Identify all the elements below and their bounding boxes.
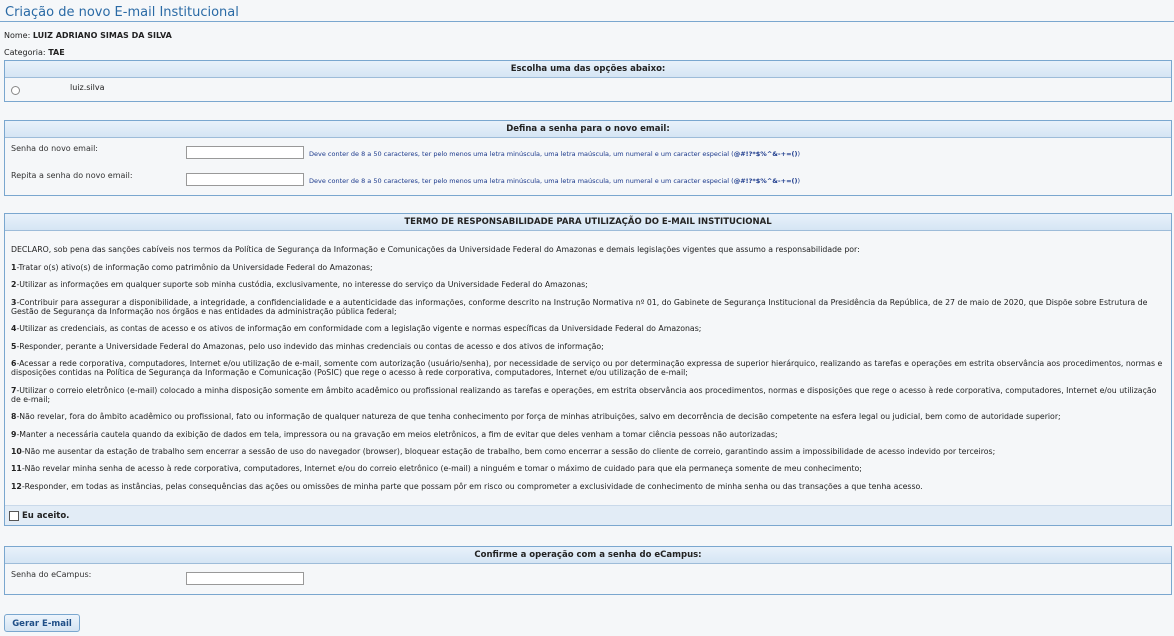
category-line	[4, 48, 65, 57]
new-password-input[interactable]	[186, 146, 304, 159]
accept-label[interactable]: Eu aceito.	[22, 511, 70, 521]
term-text: -Não revelar, fora do âmbito acadêmico ou profissional, fato ou informação de qualquer natureza de que tenha conhecimento por força de minhas atribuições, salvo em decorrência de decisão competente na esfera legal ou judicial, bem como de autoridade superior;	[16, 412, 1061, 421]
term-text: -Tratar o(s) ativo(s) de informação como patrimônio da Universidade Federal do Amazonas;	[16, 263, 373, 272]
confirm-header: Confirme a operação com a senha do eCampus:	[5, 547, 1171, 564]
term-text: -Não me ausentar da estação de trabalho sem encerrar a sessão de uso do navegador (browser), bloquear estação de trabalho, bem como encerrar a sessão do cliente de correio, garantindo assim a impossibilidade de acesso indevido por terceiros;	[21, 447, 996, 456]
term-text: -Utilizar as credenciais, as contas de acesso e os ativos de informação em conformidade com a legislação vigente e normas específicas da Universidade Federal do Amazonas;	[16, 324, 702, 333]
email-option-radio[interactable]	[11, 86, 20, 95]
term-item	[11, 359, 1165, 377]
term-item	[11, 342, 1165, 351]
repeat-password-hint	[309, 177, 800, 185]
name-value: LUIZ ADRIANO SIMAS DA SILVA	[32, 31, 172, 40]
new-password-label: Senha do novo email:	[11, 144, 98, 153]
new-password-hint-chars: @#!?*$%^&-+=()	[733, 150, 798, 158]
term-item	[11, 298, 1165, 316]
email-option-label: luiz.silva	[70, 83, 105, 92]
term-number: 3	[11, 298, 17, 307]
password-header: Defina a senha para o novo email:	[5, 121, 1171, 138]
term-text: -Manter a necessária cautela quando da exibição de dados em tela, impressora ou na gravação em meios eletrônicos, a fim de evitar que deles venham a tomar ciência pessoas não autorizadas;	[16, 430, 778, 439]
term-item	[11, 482, 1165, 491]
repeat-password-hint-close: )	[797, 177, 801, 185]
term-number: 1	[11, 263, 17, 272]
term-item	[11, 447, 1165, 456]
term-item	[11, 280, 1165, 289]
new-password-hint	[309, 150, 800, 158]
terms-intro: DECLARO, sob pena das sanções cabíveis nos termos da Política de Segurança da Informação e Comunicações da Universidade Federal do Amazonas e demais legislações vigentes que assumo a responsabilidade por:	[11, 245, 860, 254]
term-item	[11, 386, 1165, 404]
term-text: -Responder, perante a Universidade Federal do Amazonas, pelo uso indevido das minhas credenciais ou contas de acesso e dos ativos de informação;	[16, 342, 604, 351]
new-password-hint-text: Deve conter de 8 a 50 caracteres, ter pelo menos uma letra minúscula, uma letra maúscula, um numeral e um caracter especial (	[309, 150, 734, 158]
email-options-panel	[4, 60, 1172, 102]
password-panel	[4, 120, 1172, 196]
category-label: Categoria:	[4, 48, 46, 57]
term-item	[11, 324, 1165, 333]
term-text: -Acessar a rede corporativa, computadores, Internet e/ou utilização de e-mail, somente com autorização (usuário/senha), por necessidade de serviço ou por determinação expressa de superior hierárquico, realizando as tarefas e operações em estrita observância aos procedimentos, normas e disposições contidas na Política de Segurança da Informação e Comunicação (PoSIC) que rege o acesso à rede corporativa, computadores, Internet e/ou utilização de e-mail;	[11, 359, 1163, 377]
page-title: Criação de novo E-mail Institucional	[5, 5, 239, 20]
term-text: -Responder, em todas as instâncias, pelas consequências das ações ou omissões de minha parte que possam pôr em risco ou comprometer a exclusividade de conhecimento de minha senha ou das transações a que tenha acesso.	[21, 482, 923, 491]
term-item	[11, 412, 1165, 421]
repeat-password-hint-chars: @#!?*$%^&-+=()	[733, 177, 798, 185]
new-password-hint-close: )	[797, 150, 801, 158]
term-number: 7	[11, 386, 17, 395]
repeat-password-input[interactable]	[186, 173, 304, 186]
term-text: -Utilizar o correio eletrônico (e-mail) colocado a minha disposição somente em âmbito acadêmico ou profissional realizando as tarefas e operações, em estrita observância aos procedimentos, normas e disposições que rege o acesso à rede corporativa, computadores, Internet e/ou utilização de e-mail;	[11, 386, 1157, 404]
ecampus-password-label: Senha do eCampus:	[11, 570, 92, 579]
name-label: Nome:	[4, 31, 31, 40]
accept-bar	[5, 505, 1171, 525]
term-item	[11, 263, 1165, 272]
confirm-panel	[4, 546, 1172, 595]
category-value: TAE	[48, 48, 65, 57]
term-number: 4	[11, 324, 17, 333]
term-text: -Não revelar minha senha de acesso à rede corporativa, computadores, Internet e/ou do correio eletrônico (e-mail) a ninguém e tomar o máximo de cuidado para que ela permaneça somente de meu conhecimento;	[21, 464, 862, 473]
term-number: 6	[11, 359, 17, 368]
repeat-password-hint-text: Deve conter de 8 a 50 caracteres, ter pelo menos uma letra minúscula, uma letra maúscula, um numeral e um caracter especial (	[309, 177, 734, 185]
email-options-header: Escolha uma das opções abaixo:	[5, 61, 1171, 78]
term-item	[11, 464, 1165, 473]
title-divider	[0, 21, 1174, 22]
terms-header: TERMO DE RESPONSABILIDADE PARA UTILIZAÇÃO DO E-MAIL INSTITUCIONAL	[5, 214, 1171, 231]
term-number: 10	[11, 447, 22, 456]
ecampus-password-input[interactable]	[186, 572, 304, 585]
term-number: 2	[11, 280, 17, 289]
accept-checkbox[interactable]	[9, 511, 19, 521]
term-number: 9	[11, 430, 17, 439]
term-number: 5	[11, 342, 17, 351]
term-text: -Contribuir para assegurar a disponibilidade, a integridade, a confidencialidade e a autenticidade das informações, conforme descrito na Instrução Normativa nº 01, do Gabinete de Segurança Institucional da Presidência da República, de 27 de maio de 2020, que Dispõe sobre Estrutura de Gestão de Segurança da Informação nos órgãos e nas entidades da administração pública federal;	[11, 298, 1148, 316]
terms-panel	[4, 213, 1172, 526]
term-number: 11	[11, 464, 22, 473]
term-text: -Utilizar as informações em qualquer suporte sob minha custódia, exclusivamente, no interesse do serviço da Universidade Federal do Amazonas;	[16, 280, 588, 289]
generate-email-button[interactable]: Gerar E-mail	[4, 614, 80, 632]
term-number: 12	[11, 482, 22, 491]
term-item	[11, 430, 1165, 439]
term-number: 8	[11, 412, 17, 421]
name-line	[4, 31, 172, 40]
repeat-password-label: Repita a senha do novo email:	[11, 171, 133, 180]
